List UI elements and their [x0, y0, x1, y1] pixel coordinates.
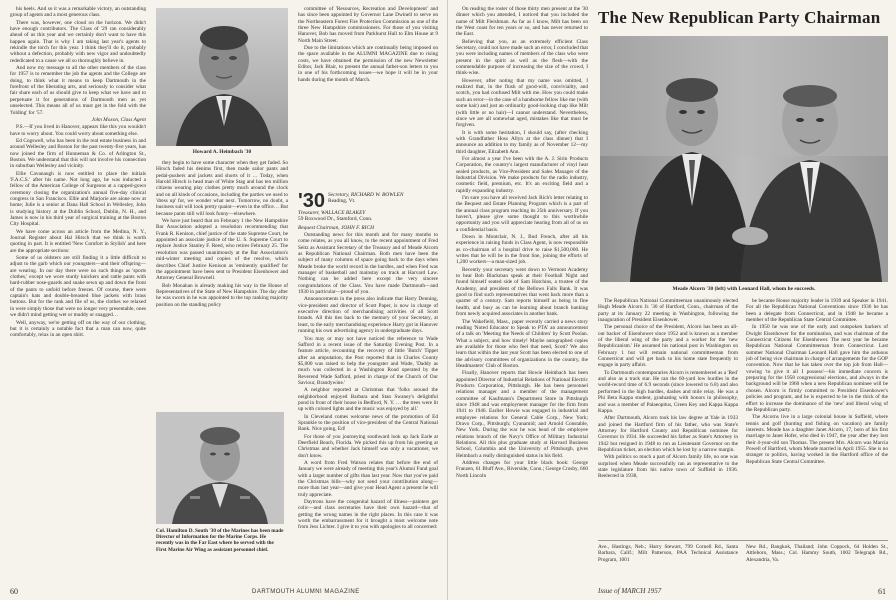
paragraph: We have just heard that on February 1 the New Hampshire Bar Association adopted a resolution recommending that Frank R. Kenison, chief justice of the state Supreme Court, be appointed an associate justice of the U. S. Supreme Court to replace Justice Stanley F. Reed, who retires February 25. The resolution was passed unanimously at the Bar Association's mid-winter meeting and copies of the resolve, which describes Chief Justice Kenison as 'eminently qualified' for the appointment have been sent to President Eisenhower and Attorney General Brownell. — [156, 218, 288, 282]
paragraph: they begin to have some character when they get faded. So Hirsch faded his denims first, then made sailor pants and pedal-pushers and jackets and shorts of it … Today, when Harold Hirsch is head man of White Stag and has ten million citizens wearing play clothes pretty much around the clock and on all kinds of occasions, including the parties we used to 'dress up' for, we wonder what next. Tomorrow, no doubt, a business suit will look pretty quaint—even in the office… But because pants still will look funny—elsewhere. — [156, 160, 288, 217]
paragraph: It is with some hesitation, I should say, (after checking with Grandfather Hoss Allyn at the class dinner) that I announce an addition to my family as of November 12—my third daughter, Elizabeth Ann. — [456, 129, 588, 155]
magazine-name: DARTMOUTH ALUMNI MAGAZINE — [252, 589, 360, 595]
paragraph: Well, anyway, we're getting off on the way of our clothing, but it is certainly a notable fact that a man can now, quite comfortably, relax in an open shirt. — [10, 319, 146, 339]
paragraph: In 1950 he was one of the early and outspoken backers of Dwight Eisenhower for the nomination, and was chairman of the Connecticut Citizens for Eisenhower. The next year he became Republican National Committeeman from Connecticut. Last summer National Chairman Leonard Hall gave him the arduous job of being vice chairman in charge of arrangements for the GOP convention. Now that he has taken over the top job from Hall—vowing 'to give it all I possess'—his immediate concern is preparing for the 1958 congressional elections, and always in the background will be 1960 when a new Republican nominee will be chosen. Alcorn is firmly committed to President Eisenhower's policies and program, and he is expected to be in the thick of the effort to increase the dominance of the 'new' and liberal wing of the Republican party. — [746, 324, 888, 413]
address-list-continued — [598, 544, 738, 576]
paragraph: Believing that you, as an extremely efficient Class Secretary, could not have made such an error, I concluded that you were including names of members of the class who were present in the spirit as well as the flesh—with the commendable purpose of increasing the size of the crowd, I think-wise. — [456, 38, 588, 77]
paragraph: New Rd., Bangkok, Thailand; John Coppock, 64 Holden St., Attleboro, Mass.; Col. Hammy South, 1002 Telegraph Rd., Alexandria, Va. — [746, 544, 888, 563]
paragraph: Ed Cogswell, who has been in the real estate business in and around Wellesley and Boston for the past twenty-five years, has now joined the firm of Hunneman & Co. of Arlington St., Boston. We understand that this will not involve his connection in suburban Wellesley and vicinity. — [10, 137, 146, 170]
paragraph: Down in Montclair, N. J., Bud French, after all his experience in raising funds in Class Agent, is now responsible as co-chairman of a hospital drive to raise $1,500,000. He writes that he will be in the front line, joining the efforts of 1,200 workers—a man-sized job. — [456, 234, 588, 266]
portrait-image — [156, 412, 284, 524]
paragraph: A word from Fred Watson relates that before the end of January we were already of meeting this year's Alumni Fund goal with a larger number of gifts than last year. Now that you've paid the Christmas bills—why not send your contribution along—more than last year—and give your Head Agent a present he will truly appreciate. — [298, 460, 438, 498]
left-column-1 — [10, 6, 146, 584]
photo-caption-south: Col. Hamilton D. South '30 of the Marines has been made Director of Information for the Marine Corps. He recently was in the Far East where he served with the First Marine Air Wing as assistant personnel chief. — [156, 528, 284, 553]
class-officer: 59 Boxwood Dr., Stamford, Conn. — [298, 216, 373, 223]
left-column-3b — [298, 232, 438, 578]
paragraph: There was, however, one cloud on the horizon. We didn't have enough contributors. The Class of '29 ran considerably ahead of us this year and we certainly don't want to have this happen again. That is why I am taking last year's agents to rekindle the torch for this year. I think they'll do it, probably without a defection, probably with new vigor and undoubtedly rededicated to a cause we all so thoroughly believe in. — [10, 19, 146, 64]
paragraph: We have come across an article from the Medina, N. Y., Journal Register about Hal Hirsch that we think is worth quoting in part. It is entitled 'New Comfort in Stylish' and here are the appropriate sections: — [10, 228, 146, 254]
paragraph: he became House majority leader in 1939 and Speaker in 1941. For all the Republican National Conventions since 1936 he has been a delegate from Connecticut, and in 1948 he became a member of the Republican State Central Committee. — [746, 298, 888, 324]
portrait-image — [156, 8, 288, 146]
photo-heimbach — [156, 8, 288, 146]
paragraph: To Dartmouth contemporaries Alcorn is remembered as a 'Red' and also as a track star. He ran the 60-yard low hurdles in the world-record time of 6.9 seconds (since lowered to 6.8) and also performed in the high hurdles, dashes and mile relay. He was a Phi Beta Kappa student, graduating with honors in philosophy, and was a member of Palaeopitus, Green Key and Kappa Kappa Kappa. — [598, 369, 738, 414]
paragraph: On reading the roster of those thirty men present at the '30 dinner which you attended, I noticed that you included the name of Milt Fleishman. As far as I know, Milt has been on the West coast for ten years or so, and has never returned to the East. — [456, 6, 588, 38]
page-number-left: 60 — [10, 587, 18, 596]
class-officer: Reading, Vt. — [328, 198, 356, 205]
right-column-2 — [598, 298, 738, 536]
left-column-2 — [156, 160, 288, 405]
paragraph: And now my message to all the other members of the class for 1957 is to remember the job the agents and the College are doing, to think what it means to keep Dartmouth in the forefront of the liberating arts, and seriously to consider what fair share each of us should give to keep what we have and to perpetuate it for generations of Dartmouth men as yet unselected. This means all of us must get in the fold with the 'folding' for '57. — [10, 65, 146, 116]
paragraph: Bob Monahan is already making his way in the House of Representatives of the State of New Hampshire. The day after he was sworn in he was appointed to the top ranking majority position on the standing policy — [156, 282, 288, 308]
paragraph: Announcements in the press also indicate that Harry Denning, vice-president and director of Scott Paper, is now in charge of executive direction of merchandising activities of all Scott brands. All this ties back to the memory of your Secretary, at least, to the early merchandising experience Harry got in Hanover running his own advertising agency in undergraduate days. — [298, 296, 438, 335]
paragraph: Daytrons have the congenital hazard of illness—painters get colic—and class secretaries have their own hazard—that of getting the wrong names in the right places. In this case it was worth the embarrassment for it brought a most welcome note from Jess Lichter. I give it to you with apologies to all concerned: — [298, 499, 438, 531]
class-number: '30 — [298, 190, 326, 212]
paragraph: Finally, Hanover reports that Howie Heimbach has been appointed Director of Industrial Relations of National Electric Products Corporation, Pittsburgh. He has been personnel relations manager and a member of the management committee of Kaufmann's Department Store in Pittsburgh since 1948 and was employment manager for the firm from 1941 to 1946. Earlier Howie was engaged in industrial and employee relations for General Cable Corp., New York; Dravo Corp., Pittsburgh; Cyanamid; and Arnold Constable, New York. During the war he was head of the employee relations branch of the Navy's Office of Military Industrial Relations. All this plus graduate study at Harvard Business School, Columbia and the University of Pittsburgh, gives Heimbach a really distinguished status in his field. — [456, 370, 588, 459]
paragraph: The Alcorns live in a large colonial house in Suffield, where tennis and golf (hunting and fishing on vacation) are family interests. Meade has a daughter Janet Alcorn, 17, born of his first marriage to Janet Hofer, who died in 1947, the year after they lost their 4-year-old son Thomas. The present Mrs. Alcorn was Marcia Powell of Hartford, whom Meade married in April 1955. She is no stranger to politics, having worked in the Hartford office of the Republican State Central Committee. — [746, 414, 888, 465]
paragraph: However, after noting that my name was omitted, I realized that, in the flush of good-will, conviviality, and scotch, you had confused Milt with me. How you could make such an error—in the case of a handsome fellow like me (with some hair) and just an ordinarily good-looking chap like Milt (with little or no hair)—I cannot understand. Nevertheless, since we are all somewhat aged, mistakes like that must be forgiven. — [456, 77, 588, 129]
paragraph: The personal choice of the President, Alcorn has been an all-out backer of Eisenhower since 1952 and is known as a member of the liberal wing of the party and a worker for the 'new Republicanism.' He assumed his national post in Washington on February 1 but will remain national committeeman from Connecticut and will get back to his home state frequently to engage in party affairs. — [598, 324, 738, 369]
class-officer: Treasurer, WALLACE BLAKEY — [298, 210, 366, 216]
paragraph: committee of 'Resources, Recreation and Development' and has since been appointed by Governor Lane Dwinell to serve on the Northeastern Forest Fire Protection Commission as one of the three New Hampshire commissioners. For those of you visiting Hanover, Bob has moved from Parkhurst Hall to Elm House at 9 North Main Street. — [298, 6, 438, 44]
paragraph: A neighbor reported at Christmas that 'folks around the neighborhood enjoyed Barbara and Stan Swaney's delightful pond in front of their house in Bedford, N. Y. … the trees were lit up with colored lights and the music was enjoyed by all.' — [298, 387, 438, 413]
paragraph: Outstanding news for this month and for many months to come relates, as you all know, to the recent appointment of Fred Seitz as Assistant Secretary of the Treasury and of Meade Alcorn as Republican National Chairman. Both men have been the subject of many columns of space going back to the days when Meade broke the world record in the hurdles, and when Fred was manager of basketball and mainstay on track at Harvard Law. Nothing can be added here except the very sincere congratulations of the Class. You have made Dartmouth—and 1930 in particular—proud of you. — [298, 232, 438, 296]
photo-alcorn-hall — [600, 36, 888, 282]
paragraph: For almost a year I've been with the A. J. Sirin Products Corporation, the country's largest manufacturer of vinyl heat sealed products, as Vice-President and Sales Manager of the Industrial Division. We make products for the radio industry, cosmetic field, premium, etc. It's an exciting field and a rapidly expanding industry. — [456, 155, 588, 194]
photo-caption-heimbach: Howard A. Heimbach '30 — [192, 149, 252, 155]
article-headline: The New Republican Party Chairman — [598, 8, 881, 27]
left-column-3 — [298, 6, 438, 189]
address-list-continued-2 — [746, 544, 888, 576]
class-officer: Secretary, RICHARD W. BOWLEN — [328, 192, 404, 198]
paragraph: For those of you journeying southward look up Jack Earle at Deerfield Beach, Florida. We picked this up from his greeting at Christmas and whether Jack himself was only a vacationer, we don't know. — [298, 433, 438, 459]
paragraph: The Republican National Committeeman unanimously elected Hugh Meade Alcorn Jr. '30 of Hartford, Conn., chairman of the party at its January 22 meeting in Washington, following the inauguration of President Eisenhower. — [598, 298, 738, 324]
page-number-right: 61 — [878, 587, 886, 596]
divider — [598, 540, 888, 541]
class-officer: Bequest Chairman, JOHN F. RICH — [298, 224, 374, 231]
photo-south — [156, 412, 284, 524]
issue-label: Issue of MARCH 1957 — [598, 587, 662, 595]
paragraph: Ave., Hastings, Neb.; Harry Stewart, 799 Cornell Rd., Santa Barbara, Calif.; Milt Patterson, PAA Technical Assistance Program, 1001 — [598, 544, 738, 563]
paragraph: In Cleveland comes welcome news of the promotion of Ed Sprankle to the position of vice-president of the Central National Bank. Nice going, Ed! — [298, 413, 438, 433]
paragraph: Address changes for your little black book: George Franzen, 61 Bluff Ave., Riverside, Conn.; George Crosby, 660 North Lincoln — [456, 460, 588, 479]
paragraph: P.S.—If you lived in Hanover, appears like this you wouldn't have to worry about. You could worry about something else. — [10, 124, 146, 137]
right-column-1 — [456, 6, 588, 584]
news-photo — [600, 36, 888, 282]
right-column-3 — [746, 298, 888, 536]
paragraph: After Dartmouth, Alcorn took his law degree at Yale in 1933 and joined the Hartford firm of his father, who was State's Attorney for Hartford County and Republican nominee for Governor in 1934. He succeeded his father as State's Attorney in 1942 but resigned in 1948 to run as Lieutenant Governor on the Republican ticket, an election which he lost by a narrow margin. — [598, 415, 738, 453]
paragraph: I'm sure you have all received Jack Rich's letter relating to the Bequest and Estate Planning Program which is a part of the annual class program reaching its 25th anniversary. If you haven't, please give some thought to this worthwhile opportunity and you will appreciate hearing from all of us on a confidential basis. — [456, 194, 588, 233]
photo-caption-alcorn: Meade Alcorn '30 (left) with Leonard Hall, whom he succeeds. — [672, 286, 816, 292]
paragraph: Some of us oldsters are still finding it a little difficult to adjust to the garb which our youngsters—and their offspring—are wearing. In our day there were no such things as 'sports clothes,' except we wore sturdy knickers and rattle pants with hard-rubber nose-guards and snake sewn up and down the front of the pants to unfold before freezes. Of course, there were captain's hats and double-breasted blue jackets with brass buttons. But for the rank and file of us, the clothes we relaxed in were simply those that were no longer very presentable, ones we didn't mind getting wet or muddy or snagged… — [10, 255, 146, 319]
paragraph: Due to the limitations which are continually being imposed on the space available in the ALUMNI MAGAZINE due to rising costs, we have obtained the permission of the new Newsletter Editor, Jack Blair, to present the annual father-son letters to you in one of his forthcoming issues—we hope it will be in your hands during the month of March. — [298, 45, 438, 83]
paragraph: With politics so much a part of Alcorn family life, no one was surprised when Meade successfully ran as representative to the state legislature from his native town of Suffield in 1936. Reelected in 1938, — [598, 454, 738, 480]
class-heading-1930 — [298, 192, 438, 231]
right-page — [448, 0, 896, 600]
signature-line: John Moxon, Class Agent — [91, 116, 146, 123]
paragraph: his heels. And so it was a remarkable victory, an outstanding group of agents and a most generous class. — [10, 6, 146, 19]
paragraph: The Wakefield, Mass., paper recently carried a news story reading 'Noted Educator to Speak to PTA' an announcement of a talk on 'Meeting the Needs of Children' by Scott Poolan. What a subject, and how timely! Maybe autographed copies are available for those who feel that need, Scott? We also learn that within the last year Scott has been elected to one of the advisory committees of organizations in the country, the Headmasters' Club of Boston. — [456, 318, 588, 369]
paragraph: Recently your secretary went down to Vermont Academy to hear Bob Blackman speak at their Football Night and found himself seated side of Sam Hutchins, a trustee of the Academy, and president of the Bellows Falls Bank. It was good to find such representatives that went back more than a quarter of a century. Sam reports himself as being in fine health, and busy as can be learning about branch banking from newly acquired associates in another bank. — [456, 266, 588, 318]
paragraph: You may or may not have noticed the reference to Wade Safford in a recent issue of the Saturday Evening Post. In a feature article, recounting the recovery of little 'Butch' Tippet after an amputation, the Post reported that in Charles County $5,000 was raised to help the youngster and Wade, 'Daddy as much was collected in a Washington Road operated by the Reverend Wade Safford, priest in charge of the Church of Our Saviour, Brandywine.' — [298, 335, 438, 386]
paragraph: Ellie Cavanaugh is now entitled to place the initials 'F.A.C.S.' after his name. Not long ago, he was inducted a fellow of the American College of Surgeons at a capped-gown ceremony closing the organization's annual five-day clinical congress in San Francisco. Ellie and Marjorie are alone now at home; Julie is a senior at Dana Hall School in Wellesley, John is studying history at the Dublin School, Dublin, N. H., and James is now in his third year of surgical training at the Boston City Hospital. — [10, 170, 146, 228]
